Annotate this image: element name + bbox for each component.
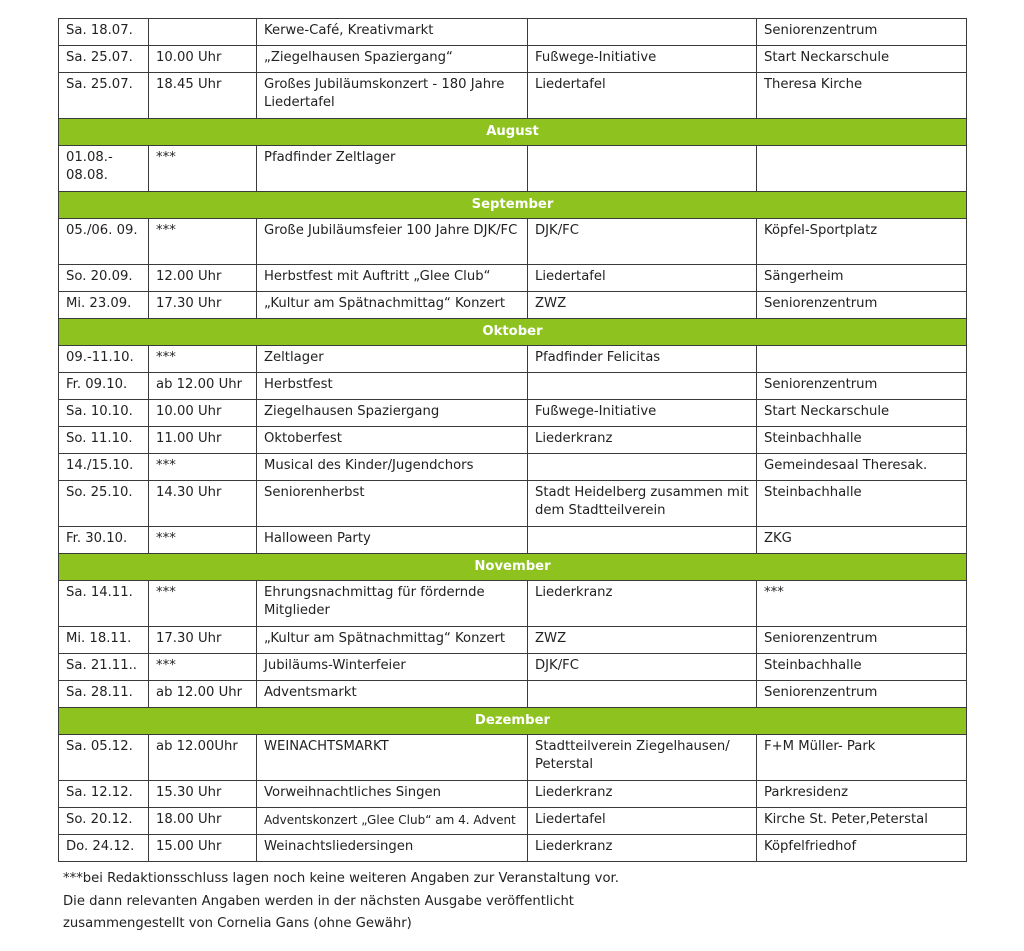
cell-time: 14.30 Uhr — [149, 481, 257, 527]
event-row — [59, 73, 967, 119]
event-row — [59, 400, 967, 427]
cell-date: So. 20.12. — [59, 808, 149, 835]
cell-event: „Kultur am Spätnachmittag“ Konzert — [257, 627, 528, 654]
cell-date: Mi. 23.09. — [59, 292, 149, 319]
cell-time: ab 12.00 Uhr — [149, 373, 257, 400]
cell-time: 18.00 Uhr — [149, 808, 257, 835]
event-row — [59, 265, 967, 292]
event-row — [59, 781, 967, 808]
cell-date: So. 25.10. — [59, 481, 149, 527]
event-row — [59, 219, 967, 265]
cell-organizer — [528, 527, 757, 554]
cell-date: Sa. 25.07. — [59, 73, 149, 119]
cell-location: Steinbachhalle — [757, 481, 967, 527]
cell-event: Halloween Party — [257, 527, 528, 554]
cell-organizer: Liederkranz — [528, 427, 757, 454]
cell-organizer: Liedertafel — [528, 73, 757, 119]
cell-organizer: Pfadfinder Felicitas — [528, 346, 757, 373]
month-header-row — [59, 192, 967, 219]
cell-organizer: Fußwege-Initiative — [528, 46, 757, 73]
cell-event: WEINACHTSMARKT — [257, 735, 528, 781]
cell-event: Seniorenherbst — [257, 481, 528, 527]
cell-time: *** — [149, 654, 257, 681]
event-row — [59, 835, 967, 862]
event-row — [59, 346, 967, 373]
month-label: September — [59, 192, 967, 219]
month-header-row — [59, 554, 967, 581]
cell-organizer: Fußwege-Initiative — [528, 400, 757, 427]
cell-time: *** — [149, 454, 257, 481]
cell-event: „Kultur am Spätnachmittag“ Konzert — [257, 292, 528, 319]
cell-organizer — [528, 19, 757, 46]
cell-event: „Ziegelhausen Spaziergang“ — [257, 46, 528, 73]
cell-organizer: Liederkranz — [528, 581, 757, 627]
cell-event: Kerwe-Café, Kreativmarkt — [257, 19, 528, 46]
event-row — [59, 654, 967, 681]
cell-organizer: Liedertafel — [528, 808, 757, 835]
cell-location: Seniorenzentrum — [757, 681, 967, 708]
cell-date: Mi. 18.11. — [59, 627, 149, 654]
cell-time: 15.30 Uhr — [149, 781, 257, 808]
cell-location: Seniorenzentrum — [757, 19, 967, 46]
cell-date: Sa. 21.11.. — [59, 654, 149, 681]
cell-location: Köpfel-Sportplatz — [757, 219, 967, 265]
cell-time: 18.45 Uhr — [149, 73, 257, 119]
cell-location: Steinbachhalle — [757, 427, 967, 454]
cell-date: 01.08.- 08.08. — [59, 146, 149, 192]
cell-organizer — [528, 373, 757, 400]
event-row — [59, 581, 967, 627]
cell-organizer: Stadtteilverein Ziegelhausen/ Peterstal — [528, 735, 757, 781]
cell-event: Herbstfest — [257, 373, 528, 400]
event-row — [59, 627, 967, 654]
cell-organizer: DJK/FC — [528, 654, 757, 681]
cell-time: *** — [149, 219, 257, 265]
cell-location: Sängerheim — [757, 265, 967, 292]
cell-date: 09.-11.10. — [59, 346, 149, 373]
cell-organizer: Liederkranz — [528, 835, 757, 862]
cell-time: 17.30 Uhr — [149, 292, 257, 319]
cell-event: Weinachtsliedersingen — [257, 835, 528, 862]
event-row — [59, 681, 967, 708]
cell-location: Start Neckarschule — [757, 46, 967, 73]
event-row — [59, 146, 967, 192]
footer-note-next-issue: Die dann relevanten Angaben werden in der nächsten Ausgabe veröffentlicht — [63, 893, 574, 909]
month-header-row — [59, 708, 967, 735]
cell-location: Parkresidenz — [757, 781, 967, 808]
cell-event: Ehrungsnachmittag für fördernde Mitglieder — [257, 581, 528, 627]
cell-location: Seniorenzentrum — [757, 373, 967, 400]
cell-time: 11.00 Uhr — [149, 427, 257, 454]
month-label: Oktober — [59, 319, 967, 346]
month-header-row — [59, 319, 967, 346]
cell-date: So. 20.09. — [59, 265, 149, 292]
cell-date: So. 11.10. — [59, 427, 149, 454]
event-row — [59, 735, 967, 781]
event-row — [59, 427, 967, 454]
cell-time: *** — [149, 527, 257, 554]
cell-event: Adventskonzert „Glee Club“ am 4. Advent — [257, 808, 528, 835]
cell-organizer: Liedertafel — [528, 265, 757, 292]
month-label: Dezember — [59, 708, 967, 735]
cell-location: Seniorenzentrum — [757, 627, 967, 654]
cell-location: Köpfelfriedhof — [757, 835, 967, 862]
footer-credit: zusammengestellt von Cornelia Gans (ohne Gewähr) — [63, 916, 412, 931]
cell-date: 05./06. 09. — [59, 219, 149, 265]
event-row — [59, 46, 967, 73]
cell-date: Sa. 18.07. — [59, 19, 149, 46]
cell-organizer — [528, 681, 757, 708]
cell-location: ZKG — [757, 527, 967, 554]
cell-event: Jubiläums-Winterfeier — [257, 654, 528, 681]
cell-location: Seniorenzentrum — [757, 292, 967, 319]
cell-time — [149, 19, 257, 46]
cell-time: *** — [149, 146, 257, 192]
events-table — [58, 18, 967, 862]
event-row — [59, 292, 967, 319]
cell-time: 17.30 Uhr — [149, 627, 257, 654]
cell-organizer: DJK/FC — [528, 219, 757, 265]
cell-location — [757, 346, 967, 373]
cell-organizer — [528, 146, 757, 192]
event-row — [59, 19, 967, 46]
cell-event: Adventsmarkt — [257, 681, 528, 708]
cell-organizer: Stadt Heidelberg zusammen mit dem Stadtteilverein — [528, 481, 757, 527]
cell-organizer — [528, 454, 757, 481]
cell-time: 10.00 Uhr — [149, 46, 257, 73]
month-label: August — [59, 119, 967, 146]
cell-date: Sa. 28.11. — [59, 681, 149, 708]
cell-time: *** — [149, 346, 257, 373]
cell-organizer: Liederkranz — [528, 781, 757, 808]
cell-date: Sa. 10.10. — [59, 400, 149, 427]
cell-location: F+M Müller- Park — [757, 735, 967, 781]
cell-location: Theresa Kirche — [757, 73, 967, 119]
cell-date: Sa. 25.07. — [59, 46, 149, 73]
cell-time: ab 12.00 Uhr — [149, 681, 257, 708]
cell-organizer: ZWZ — [528, 292, 757, 319]
month-label: November — [59, 554, 967, 581]
cell-event: Musical des Kinder/Jugendchors — [257, 454, 528, 481]
cell-date: Fr. 30.10. — [59, 527, 149, 554]
cell-event: Große Jubiläumsfeier 100 Jahre DJK/FC — [257, 219, 528, 265]
month-header-row — [59, 119, 967, 146]
cell-event: Ziegelhausen Spaziergang — [257, 400, 528, 427]
cell-location: Steinbachhalle — [757, 654, 967, 681]
cell-location: Kirche St. Peter,Peterstal — [757, 808, 967, 835]
cell-date: Fr. 09.10. — [59, 373, 149, 400]
cell-date: Sa. 14.11. — [59, 581, 149, 627]
cell-organizer: ZWZ — [528, 627, 757, 654]
cell-date: Sa. 05.12. — [59, 735, 149, 781]
cell-date: Do. 24.12. — [59, 835, 149, 862]
cell-event: Vorweihnachtliches Singen — [257, 781, 528, 808]
cell-time: ab 12.00Uhr — [149, 735, 257, 781]
footer-note-asterisk: ***bei Redaktionsschluss lagen noch keine weiteren Angaben zur Veranstaltung vor. — [63, 871, 619, 886]
cell-event: Pfadfinder Zeltlager — [257, 146, 528, 192]
cell-time: *** — [149, 581, 257, 627]
cell-location — [757, 146, 967, 192]
cell-time: 15.00 Uhr — [149, 835, 257, 862]
event-row — [59, 481, 967, 527]
cell-event: Großes Jubiläumskonzert - 180 Jahre Liedertafel — [257, 73, 528, 119]
event-row — [59, 527, 967, 554]
cell-time: 12.00 Uhr — [149, 265, 257, 292]
cell-time: 10.00 Uhr — [149, 400, 257, 427]
cell-event: Zeltlager — [257, 346, 528, 373]
event-row — [59, 373, 967, 400]
cell-location: Start Neckarschule — [757, 400, 967, 427]
cell-date: 14./15.10. — [59, 454, 149, 481]
cell-event: Oktoberfest — [257, 427, 528, 454]
event-row — [59, 808, 967, 835]
event-row — [59, 454, 967, 481]
cell-location: *** — [757, 581, 967, 627]
cell-event: Herbstfest mit Auftritt „Glee Club“ — [257, 265, 528, 292]
cell-date: Sa. 12.12. — [59, 781, 149, 808]
cell-location: Gemeindesaal Theresak. — [757, 454, 967, 481]
footer-notes — [63, 868, 619, 936]
